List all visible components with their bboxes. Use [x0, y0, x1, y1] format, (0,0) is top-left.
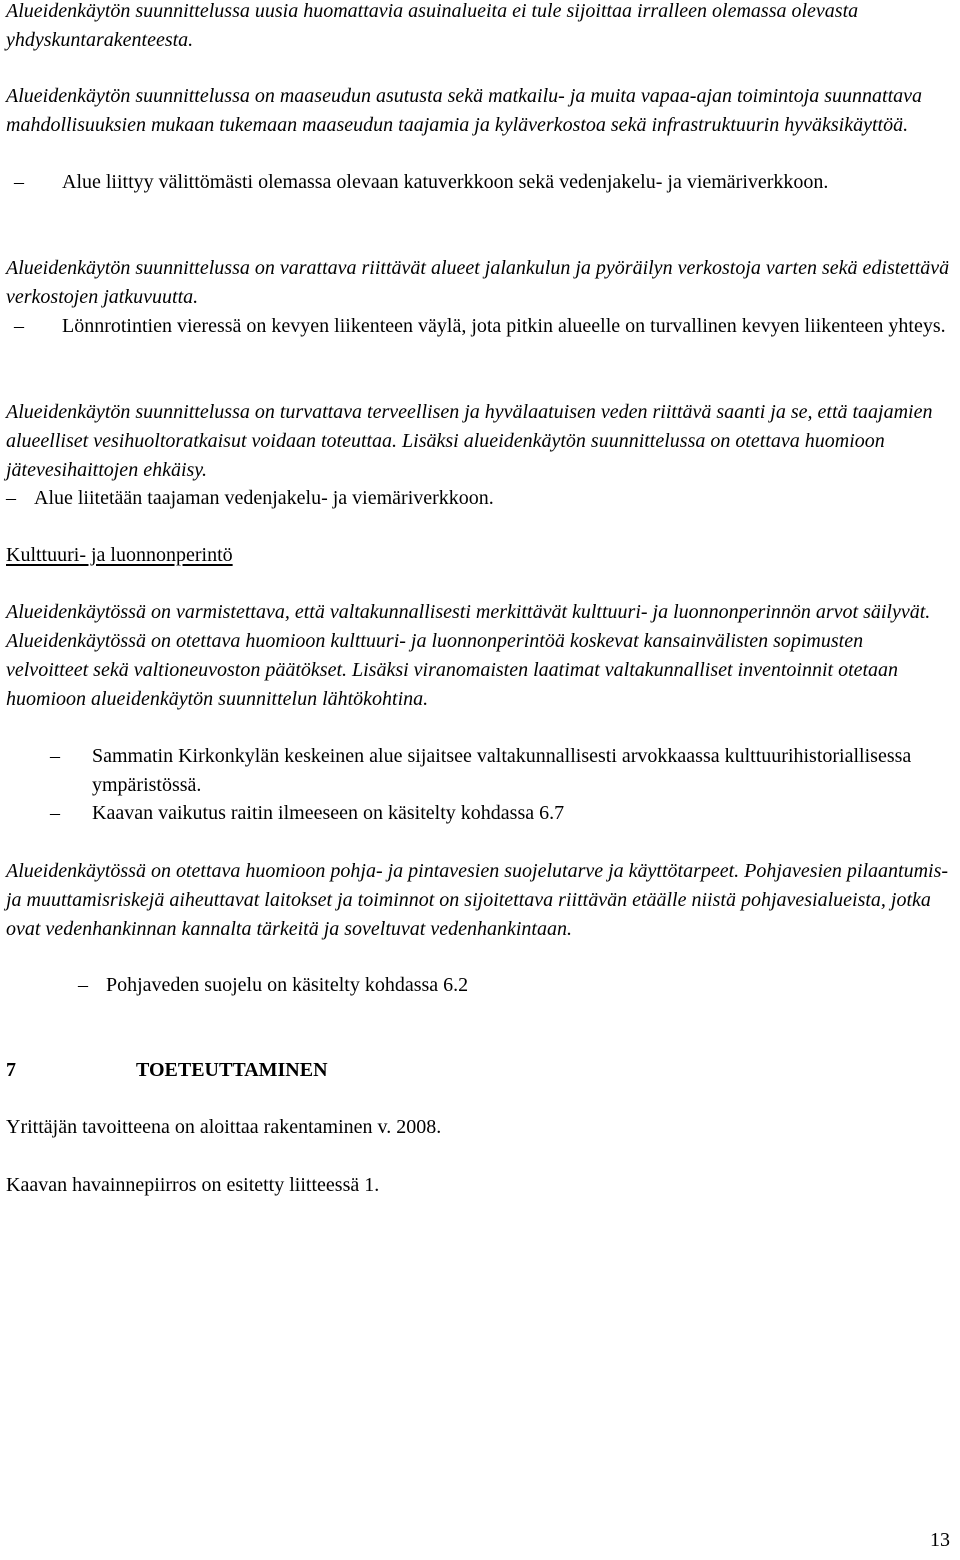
bullet-text: Pohjaveden suojelu on käsitelty kohdassa 6.2	[106, 974, 469, 996]
bullet-text: Alue liitetään taajaman vedenjakelu- ja viemäriverkkoon.	[34, 487, 494, 509]
dash-marker: –	[50, 802, 60, 824]
paragraph-start-year: Yrittäjän tavoitteena on aloittaa rakentaminen v. 2008.	[6, 1116, 442, 1138]
paragraph-illustration: Kaavan havainnepiirros on esitetty liitteessä 1.	[6, 1174, 380, 1196]
bullet-groundwater-protection	[6, 971, 950, 1000]
paragraph-intro: Alueidenkäytön suunnittelussa uusia huomattavia asuinalueita ei tule sijoittaa irralleen olemassa olevasta yhdyskuntarakenteesta.	[6, 0, 859, 51]
paragraph-groundwater: Alueidenkäytössä on otettava huomioon pohja- ja pintavesien suojelutarve ja käyttötarpeet. Pohjavesien pilaantumis- ja muuttamisriskejä aiheuttavat laitokset ja toiminnot on sijoitettava riittävän etäälle niistä pohjavesialueista, jotka ovat vedenhankinnan kannalta tärkeitä ja soveltuvat vedenhankintaan.	[6, 860, 949, 940]
section-number: 7	[6, 1059, 16, 1081]
bullet-kirkonkyla	[6, 742, 950, 800]
bullet-text: Alue liittyy välittömästi olemassa olevaan katuverkkoon sekä vedenjakelu- ja viemäriverkkoon.	[62, 171, 829, 193]
section-heading-cultural-heritage: Kulttuuri- ja luonnonperintö	[6, 544, 233, 566]
dash-marker: –	[14, 315, 24, 337]
bullet-text: Kaavan vaikutus raitin ilmeeseen on käsitelty kohdassa 6.7	[92, 802, 565, 824]
bullet-text: Sammatin Kirkonkylän keskeinen alue sijaitsee valtakunnallisesti arvokkaassa kulttuurihistoriallisessa ympäristössä.	[92, 745, 912, 796]
bullet-village-road	[6, 799, 950, 828]
paragraph-water-supply: Alueidenkäytön suunnittelussa on turvattava terveellisen ja hyvälaatuisen veden riittävä saanti ja se, että taajamien alueelliset vesihuoltoratkaisut voidaan toteuttaa. Lisäksi alueidenkäytön suunnittelussa on otettava huomioon jätevesihaittojen ehkäisy.	[6, 401, 933, 481]
dash-marker: –	[14, 171, 24, 193]
dash-marker: –	[78, 974, 88, 996]
bullet-light-traffic	[6, 312, 956, 341]
paragraph-cultural-heritage: Alueidenkäytössä on varmistettava, että valtakunnallisesti merkittävät kulttuuri- ja luonnonperinnön arvot säilyvät. Alueidenkäytössä on otettava huomioon kulttuuri- ja luonnonperintöä koskevat kansainvälisten sopimusten velvoitteet sekä valtioneuvoston päätökset. Lisäksi viranomaisten laatimat valtakunnalliset inventoinnit otetaan huomioon alueidenkäytön suunnittelun lähtökohtina.	[6, 601, 931, 710]
bullet-text: Lönnrotintien vieressä on kevyen liikenteen väylä, jota pitkin alueelle on turvallinen kevyen liikenteen yhteys.	[62, 315, 946, 337]
dash-marker: –	[50, 745, 60, 767]
bullet-water-network	[6, 484, 950, 513]
paragraph-pedestrian: Alueidenkäytön suunnittelussa on varattava riittävät alueet jalankulun ja pyöräilyn verkostoja varten sekä edistettävä verkostojen jatkuvuutta.	[6, 257, 950, 308]
page-number: 13	[930, 1529, 950, 1551]
section-title: TOETEUTTAMINEN	[136, 1059, 328, 1081]
bullet-street-network	[6, 168, 950, 197]
section-heading-7	[6, 1056, 328, 1085]
dash-marker: –	[6, 487, 16, 509]
paragraph-rural-settlement: Alueidenkäytön suunnittelussa on maaseudun asutusta sekä matkailu- ja muita vapaa-ajan toimintoja suunnattava mahdollisuuksien mukaan tukemaan maaseudun taajamia ja kyläverkostoa sekä infrastruktuurin hyväksikäyttöä.	[6, 85, 923, 136]
